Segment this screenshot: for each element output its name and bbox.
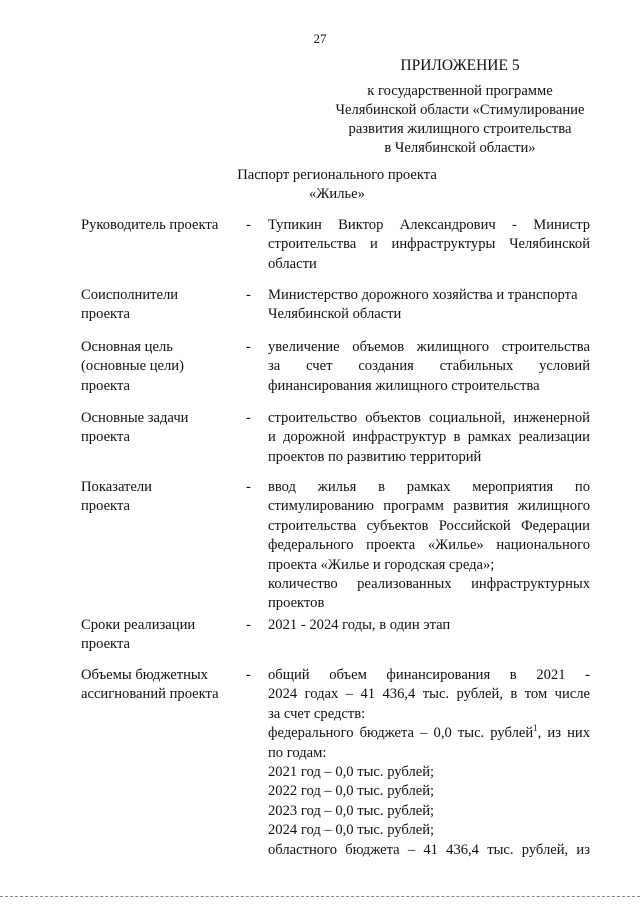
label-line: Сроки реализации — [81, 617, 196, 633]
value-line: общий объем финансирования в 2021 - — [268, 667, 590, 683]
label-line: ассигнований проекта — [81, 686, 219, 703]
label-line: Основная цель — [81, 339, 173, 355]
row-dash: - — [246, 410, 251, 426]
label-line: проекта — [81, 306, 130, 323]
value-line: строительства и инфраструктуры Челябинской — [268, 236, 590, 253]
value-line: 2024 год – 0,0 тыс. рублей; — [268, 822, 435, 839]
value-line: проектов — [268, 595, 325, 612]
value-line: областного бюджета – 41 436,4 тыс. рублей, из — [268, 841, 590, 858]
row-label-head — [81, 216, 231, 235]
value-line: по годам: — [268, 744, 327, 761]
appendix-line: Челябинской области «Стимулирование — [335, 102, 585, 118]
row-label-tasks — [81, 409, 231, 448]
label-line: проекта — [81, 377, 130, 394]
row-label-indicators — [81, 478, 231, 517]
value-line: строительства субъектов Российской Федерации — [268, 517, 590, 534]
passport-title: Паспорт регионального проекта — [237, 167, 437, 183]
row-label-goal — [81, 338, 231, 396]
value-line: 2021 год – 0,0 тыс. рублей; — [268, 764, 435, 781]
project-name: «Жилье» — [309, 186, 365, 202]
label-line: Объемы бюджетных — [81, 667, 208, 683]
row-value-terms — [268, 616, 590, 635]
row-label-budget — [81, 666, 231, 705]
row-label-coexec — [81, 286, 231, 325]
value-line: области — [268, 255, 317, 272]
row-value-budget — [268, 666, 590, 860]
label-line: Основные задачи — [81, 410, 189, 426]
value-line: увеличение объемов жилищного строительства — [268, 339, 590, 355]
label-line: (основные цели) — [81, 358, 184, 375]
row-label-terms — [81, 616, 231, 655]
appendix-line: в Челябинской области» — [384, 140, 536, 156]
value-line: Тупикин Виктор Александрович - Министр — [268, 217, 590, 233]
value-line: 2022 год – 0,0 тыс. рублей; — [268, 783, 435, 800]
row-value-head — [268, 216, 590, 274]
row-value-tasks — [268, 409, 590, 467]
value-line: 2023 год – 0,0 тыс. рублей; — [268, 802, 435, 819]
row-value-goal — [268, 338, 590, 396]
value-line: Челябинской области — [268, 306, 402, 323]
value-line: за счет средств: — [268, 705, 366, 722]
row-dash: - — [246, 617, 251, 633]
value-line: строительство объектов социальной, инженерной — [268, 410, 590, 426]
row-dash: - — [246, 287, 251, 303]
value-line: 2021 - 2024 годы, в один этап — [268, 617, 451, 633]
appendix-title: ПРИЛОЖЕНИЕ 5 — [400, 57, 520, 74]
value-line: ввод жилья в рамках мероприятия по — [268, 479, 590, 495]
value-line: финансирования жилищного строительства — [268, 377, 540, 394]
value-line: и дорожной инфраструктур в рамках реализации — [268, 429, 590, 446]
value-line-federal — [268, 724, 590, 743]
row-dash: - — [246, 217, 251, 233]
label-line: проекта — [81, 636, 130, 653]
label-line: Соисполнители — [81, 287, 179, 303]
page-bottom-rule — [0, 896, 640, 897]
row-dash: - — [246, 479, 251, 495]
row-value-coexec — [268, 286, 590, 325]
value-line: проектов по развитию территорий — [268, 448, 482, 465]
appendix-line: развития жилищного строительства — [348, 121, 572, 137]
value-line: Министерство дорожного хозяйства и транспорта — [268, 287, 578, 303]
federal-budget-text: федерального бюджета – 0,0 тыс. рублей — [268, 725, 534, 742]
page-number: 27 — [313, 31, 327, 46]
row-value-indicators — [268, 478, 590, 614]
value-line: за счет создания стабильных условий — [268, 358, 590, 375]
value-line: количество реализованных инфраструктурных — [268, 576, 590, 593]
value-line: проекта «Жилье и городская среда»; — [268, 556, 495, 573]
label-line: проекта — [81, 498, 130, 515]
value-line: стимулированию программ развития жилищного — [268, 498, 590, 515]
value-line: 2024 годах – 41 436,4 тыс. рублей, в том числе — [268, 686, 590, 703]
appendix-line: к государственной программе — [367, 83, 553, 99]
federal-suffix: , из них — [537, 725, 591, 742]
label-line: Показатели — [81, 479, 152, 495]
label-line: Руководитель проекта — [81, 217, 219, 233]
label-line: проекта — [81, 429, 130, 446]
value-line: федерального проекта «Жилье» национального — [268, 537, 590, 554]
footnote-mark: 1 — [533, 723, 538, 734]
row-dash: - — [246, 339, 251, 355]
row-dash: - — [246, 667, 251, 683]
